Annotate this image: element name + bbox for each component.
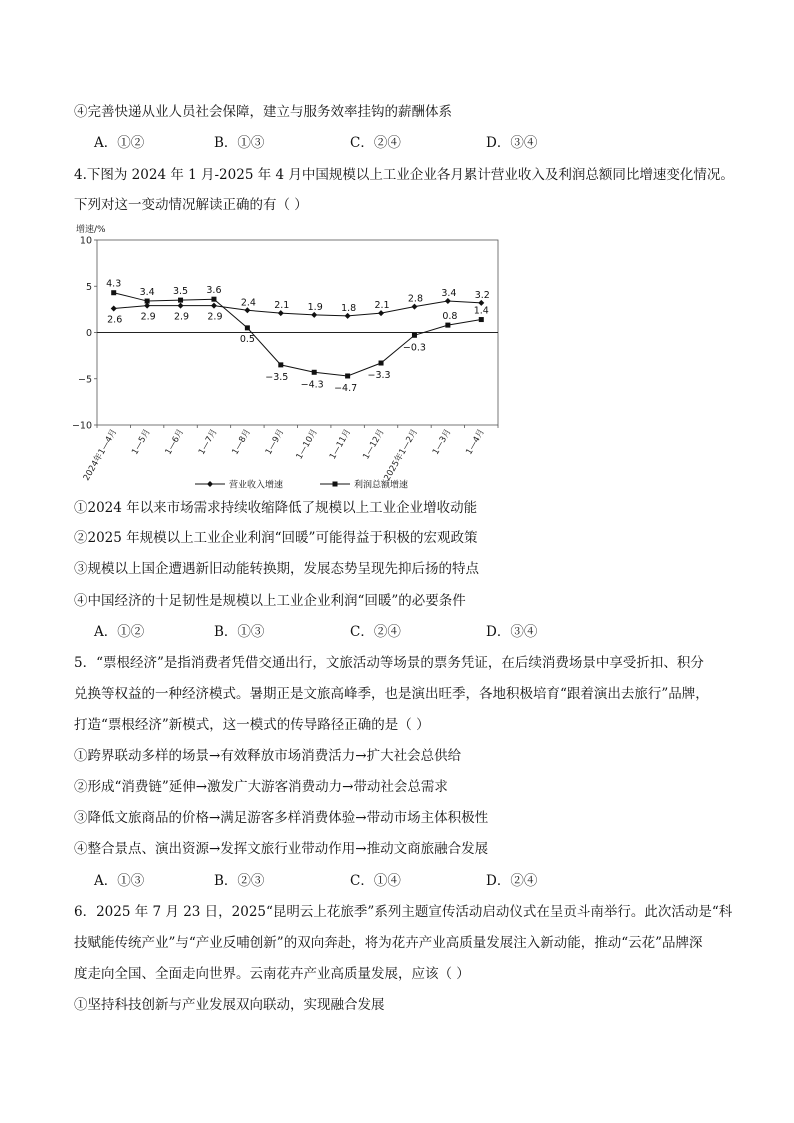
q6-stem-line-3: 度走向全国、全面走向世界。云南花卉产业高质量发展，应该（ ） — [74, 966, 470, 982]
x-tick-label: 2024年1—4月 — [81, 427, 120, 483]
q4-option-b: B．①③ — [214, 624, 265, 640]
q3-option-b: B．①③ — [214, 135, 265, 151]
profit-point — [379, 361, 384, 366]
x-tick-label: 1—12月 — [361, 427, 387, 462]
x-tick-label: 1—7月 — [196, 427, 220, 457]
x-tick-label: 1—5月 — [130, 427, 153, 457]
revenue-point — [111, 305, 117, 311]
revenue-data-label: 1.8 — [341, 302, 357, 314]
profit-point — [412, 333, 417, 338]
q5-option-d: D．②④ — [486, 873, 538, 889]
x-tick-label: 1—10月 — [294, 427, 320, 462]
q5-option-b: B．②③ — [214, 873, 265, 889]
q4-option-d: D．③④ — [486, 624, 538, 640]
revenue-point — [144, 303, 150, 309]
revenue-data-label: 3.2 — [474, 289, 490, 301]
legend-profit-label: 利润总额增速 — [354, 480, 409, 491]
x-tick-label: 1—6月 — [163, 427, 187, 457]
revenue-data-label: 2.6 — [107, 314, 123, 326]
revenue-point — [178, 303, 184, 309]
profit-point — [211, 297, 216, 302]
x-tick-label: 1—9月 — [263, 427, 287, 457]
revenue-data-label: 3.4 — [441, 288, 457, 300]
y-tick-label: 10 — [79, 235, 92, 247]
profit-data-label: −4.3 — [300, 379, 324, 391]
x-tick-label: 2025年1—2月 — [382, 427, 421, 483]
q5-stem-line-1: 5．“票根经济”是指消费者凭借交通出行，文旅活动等场景的票务凭证，在后续消费场景中享受折扣、积分 — [74, 655, 704, 671]
revenue-data-label: 2.9 — [140, 311, 156, 323]
q5-option-c: C．①④ — [350, 873, 401, 889]
q3-option-d: D．③④ — [486, 135, 538, 151]
profit-data-label: 3.4 — [139, 287, 155, 299]
profit-data-label: −0.3 — [402, 342, 426, 354]
revenue-data-label: 2.1 — [374, 300, 390, 312]
legend-revenue-marker — [207, 481, 213, 487]
q4-item-4: ④中国经济的十足韧性是规模以上工业企业利润“回暖”的必要条件 — [74, 593, 466, 609]
revenue-data-label: 2.8 — [407, 293, 424, 305]
x-tick-label: 1—3月 — [430, 427, 454, 457]
profit-point — [145, 299, 150, 304]
y-tick-label: −10 — [71, 420, 92, 432]
profit-point — [278, 362, 283, 367]
profit-data-label: 1.4 — [473, 305, 489, 317]
q4-stem-line-1: 4.下图为 2024 年 1 月-2025 年 4 月中国规模以上工业企业各月累计营业收入及利润总额同比增速变化情况。 — [74, 167, 734, 183]
q5-item-2: ②形成“消费链”延伸→激发广大游客消费动力→带动社会总需求 — [74, 779, 448, 795]
profit-point — [345, 373, 350, 378]
q5-item-3: ③降低文旅商品的价格→满足游客多样消费体验→带动市场主体积极性 — [74, 810, 489, 826]
q6-stem-line-1: 6．2025 年 7 月 23 日，2025“昆明云上花旅季”系列主题宣传活动启动仪式在呈贡斗南举行。此次活动是“科 — [74, 904, 733, 920]
y-tick-label: 0 — [85, 328, 92, 339]
profit-data-label: −3.3 — [367, 370, 391, 382]
chart-svg — [70, 222, 510, 494]
q3-option-c: C．②④ — [350, 135, 401, 151]
profit-point — [111, 290, 116, 295]
q4-item-3: ③规模以上国企遭遇新旧动能转换期，发展态势呈现先抑后扬的特点 — [74, 561, 479, 577]
q3-option-a: A．①② — [94, 135, 145, 151]
profit-data-label: 3.5 — [172, 286, 189, 298]
q5-item-1: ①跨界联动多样的场景→有效释放市场消费活力→扩大社会总供给 — [74, 748, 462, 764]
q6-item-1: ①坚持科技创新与产业发展双向联动，实现融合发展 — [74, 997, 385, 1013]
revenue-data-label: 2.1 — [274, 300, 290, 312]
y-tick-label: 5 — [85, 281, 92, 293]
q4-item-2: ②2025 年规模以上工业企业利润“回暖”可能得益于积极的宏观政策 — [74, 530, 478, 546]
profit-data-label: −3.5 — [265, 371, 289, 383]
revenue-data-label: 2.9 — [207, 311, 223, 323]
revenue-data-label: 2.4 — [240, 297, 256, 309]
x-tick-label: 1—8月 — [230, 427, 253, 457]
profit-point — [445, 323, 450, 328]
y-tick-label: −5 — [77, 374, 92, 386]
profit-point — [245, 325, 250, 330]
x-tick-label: 1—11月 — [327, 427, 354, 462]
profit-point — [312, 370, 317, 375]
q3-item-4: ④完善快递从业人员社会保障，建立与服务效率挂钩的薪酬体系 — [74, 104, 452, 120]
q4-stem-line-2: 下列对这一变动情况解读正确的有（ ） — [74, 197, 308, 213]
profit-point — [479, 317, 484, 322]
series-line-1 — [114, 301, 482, 316]
profit-data-label: 0.8 — [442, 311, 458, 323]
profit-point — [178, 298, 183, 303]
profit-data-label: 0.5 — [239, 333, 255, 345]
q5-item-4: ④整合景点、演出资源→发挥文旅行业带动作用→推动文商旅融合发展 — [74, 841, 489, 857]
legend-profit-marker — [333, 482, 338, 487]
q6-stem-line-2: 技赋能传统产业”与“产业反哺创新”的双向奔赴，将为花卉产业高质量发展注入新动能，推动“云花”品牌深 — [74, 935, 703, 951]
q5-stem-line-2: 兑换等权益的一种经济模式。暑期正是文旅高峰季，也是演出旺季，各地积极培育“跟着演出去旅行”品牌， — [74, 686, 709, 702]
x-tick-label: 1—4月 — [464, 427, 487, 457]
profit-data-label: 3.6 — [206, 285, 222, 297]
revenue-data-label: 2.9 — [173, 311, 190, 323]
q5-stem-line-3: 打造“票根经济”新模式，这一模式的传导路径正确的是（ ） — [74, 717, 430, 733]
growth-rate-chart — [70, 222, 510, 494]
q4-option-c: C．②④ — [350, 624, 401, 640]
q4-option-a: A．①② — [94, 624, 145, 640]
y-axis-label: 增速/% — [76, 225, 106, 235]
revenue-point — [211, 303, 217, 309]
revenue-data-label: 1.9 — [307, 301, 323, 313]
profit-data-label: −4.7 — [334, 382, 358, 394]
legend-revenue-label: 营业收入增速 — [229, 480, 284, 491]
q5-option-a: A．①③ — [94, 873, 145, 889]
profit-data-label: 4.3 — [106, 278, 122, 290]
q4-item-1: ①2024 年以来市场需求持续收缩降低了规模以上工业企业增收动能 — [74, 500, 478, 516]
